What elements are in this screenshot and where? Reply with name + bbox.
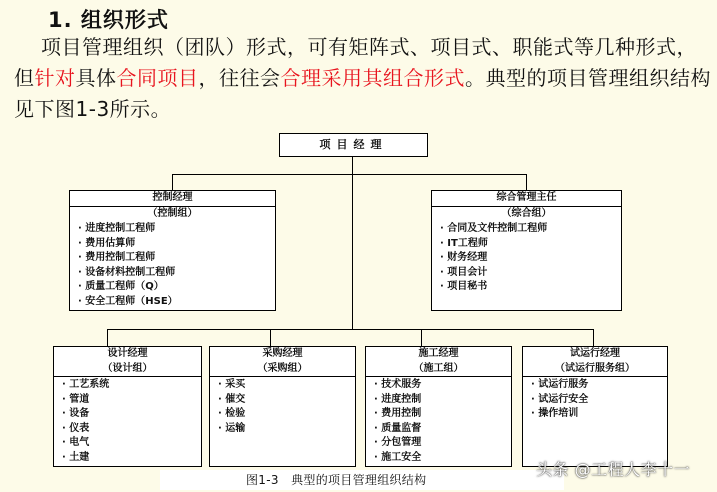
para-text-3: ，往往会: [198, 66, 281, 90]
org-box-list: [366, 377, 511, 465]
connector-level2-left-drop: [172, 174, 173, 190]
list-item: · 操作培训: [531, 407, 667, 422]
list-item: · 试运行安全: [531, 393, 667, 408]
list-item: · 进度控制工程师: [78, 222, 275, 237]
figure-caption: 图1-3 典型的项目管理组织结构: [160, 470, 564, 490]
org-box-design: [53, 346, 202, 467]
org-box-subtitle: （综合组）: [501, 207, 552, 219]
org-root-project-manager: 项目经理: [279, 133, 428, 157]
list-item: · 电气: [62, 436, 201, 451]
org-box-title: 设计经理: [107, 348, 148, 359]
para-text-1: 项目管理组织（团队）形式，可有矩阵式、项目式、职能式等几种形式，但: [14, 35, 697, 90]
org-box-list: [210, 377, 355, 436]
list-item: · IT工程师: [440, 237, 621, 252]
list-item: · 施工安全: [374, 451, 511, 466]
list-item: · 费用控制: [374, 407, 511, 422]
para-highlight-2: 合同项目: [116, 66, 199, 90]
list-item: · 质量工程师（Q）: [78, 280, 275, 295]
list-item: · 催交: [218, 393, 355, 408]
para-text-2: 具体: [75, 66, 117, 90]
org-box-title: 控制经理: [152, 192, 193, 203]
list-item: · 试运行服务: [531, 378, 667, 393]
org-box-title: 采购经理: [262, 348, 303, 359]
watermark: 头条 @工程人李十一: [536, 460, 691, 479]
org-box-subtitle: （采购组）: [210, 362, 355, 378]
list-item: · 财务经理: [440, 251, 621, 266]
org-box-title: 综合管理主任: [496, 192, 557, 203]
org-box-subtitle: （试运行服务组）: [523, 362, 667, 378]
list-item: · 合同及文件控制工程师: [440, 222, 621, 237]
list-item: · 设备: [62, 407, 201, 422]
org-box-subtitle: （设计组）: [54, 362, 201, 378]
list-item: · 项目会计: [440, 266, 621, 281]
connector-root-down: [352, 157, 353, 329]
list-item: · 进度控制: [374, 393, 511, 408]
org-box-admin: [431, 190, 622, 311]
org-box-list: [523, 377, 667, 422]
org-box-title: 施工经理: [418, 348, 459, 359]
para-highlight-3: 合理采用其组合形式: [280, 66, 465, 90]
list-item: · 检验: [218, 407, 355, 422]
para-text-4: 。典型的项目管理组织结构见下图1-3所示。: [14, 66, 711, 121]
list-item: · 费用控制工程师: [78, 251, 275, 266]
org-box-subtitle: （施工组）: [366, 362, 511, 378]
para-highlight-1: 针对: [34, 66, 76, 90]
org-box-construction: [365, 346, 512, 467]
list-item: · 项目秘书: [440, 280, 621, 295]
org-box-subtitle: （控制组）: [147, 207, 198, 219]
list-item: · 技术服务: [374, 378, 511, 393]
connector-level3-bus: [107, 329, 594, 330]
list-item: · 采买: [218, 378, 355, 393]
list-item: · 设备材料控制工程师: [78, 266, 275, 281]
list-item: · 质量监督: [374, 422, 511, 437]
list-item: · 安全工程师（HSE）: [78, 295, 275, 310]
connector-level3-drop-1: [107, 329, 108, 346]
connector-level2-bus: [172, 174, 527, 175]
org-box-list: [432, 221, 621, 295]
org-box-control: [69, 190, 276, 311]
list-item: · 费用估算师: [78, 237, 275, 252]
list-item: · 土建: [62, 451, 201, 466]
list-item: · 分包管理: [374, 436, 511, 451]
org-box-list: [54, 377, 201, 465]
list-item: · 仪表: [62, 422, 201, 437]
connector-level3-drop-4: [593, 329, 594, 346]
org-box-procurement: [209, 346, 356, 467]
list-item: · 运输: [218, 422, 355, 437]
org-box-list: [70, 221, 275, 309]
org-box-title: 试运行经理: [570, 348, 620, 359]
list-item: · 管道: [62, 393, 201, 408]
list-item: · 工艺系统: [62, 378, 201, 393]
intro-paragraph: [14, 32, 714, 125]
connector-level3-drop-2: [270, 329, 271, 346]
org-box-commissioning: [522, 346, 668, 467]
connector-level2-right-drop: [526, 174, 527, 190]
connector-level3-drop-3: [421, 329, 422, 346]
section-heading: 1. 组织形式: [48, 8, 169, 32]
